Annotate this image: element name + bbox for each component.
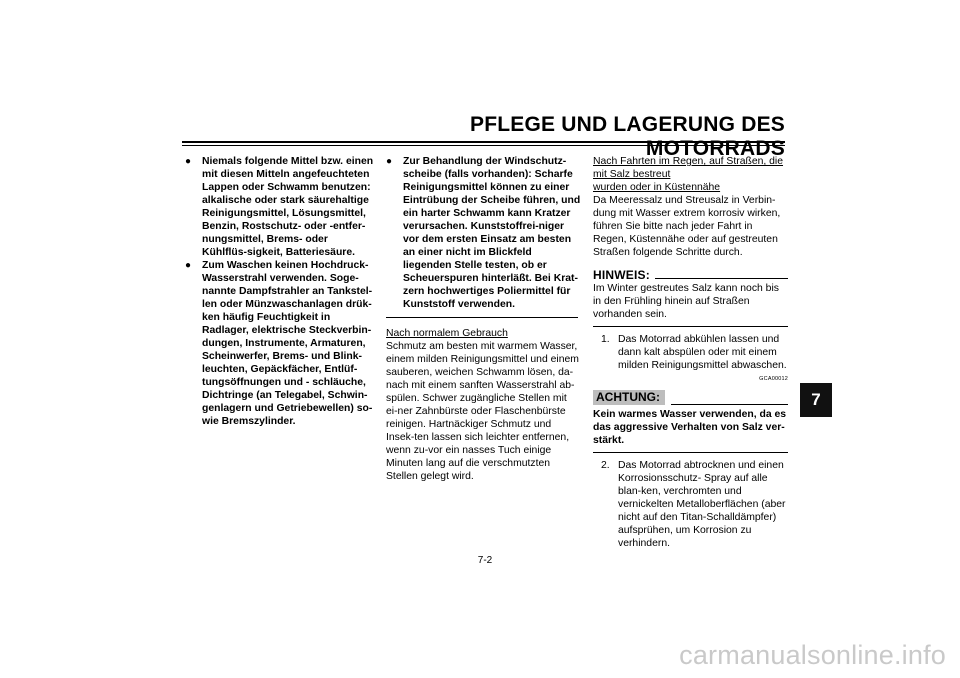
step-item xyxy=(601,333,788,372)
hinweis-label: HINWEIS: xyxy=(593,268,650,282)
section-text: Da Meeressalz und Streusalz in Verbin-dung mit Wasser extrem korrosiv wirken, führen Sie bitte nach jeder Fahrt in Regen, Küstennähe oder auf gestreuten Straßen folgende Schritte durch. xyxy=(593,195,781,258)
achtung-header xyxy=(593,390,788,405)
column-3 xyxy=(593,155,788,550)
bullet-item xyxy=(185,259,375,428)
watermark: carmanualsonline.info xyxy=(679,640,946,670)
column-2 xyxy=(386,155,581,483)
achtung-text: Kein warmes Wasser verwenden, da es das aggressive Verhalten von Salz ver-stärkt. xyxy=(593,409,787,446)
section-text: Schmutz am besten mit warmem Wasser, einem milden Reinigungsmittel und einem sauberen, weichen Schwamm lösen, da-nach mit einem sanften Wasserstrahl ab-spülen. Schwer zugängliche Stellen mit ei-ner Zahnbürste oder Flaschenbürste reinigen. Hartnäckiger Schmutz und Insek-ten lassen sich leichter entfernen, wenn zu-vor ein nasses Tuch einige Minuten lang auf die verschmutzten Stellen gelegt wird. xyxy=(386,341,579,482)
column-1 xyxy=(185,155,375,428)
step-number: 1. xyxy=(601,334,610,345)
header-rule xyxy=(182,141,785,143)
bullet-item xyxy=(185,155,375,259)
section-heading: Nach normalem Gebrauch xyxy=(386,328,508,339)
achtung-label: ACHTUNG: xyxy=(593,390,665,405)
hinweis-end-rule xyxy=(593,326,788,327)
hinweis-header xyxy=(593,269,788,282)
hinweis-rule xyxy=(655,278,788,279)
chapter-tab: 7 xyxy=(800,383,832,417)
step-item xyxy=(601,459,788,550)
section-heading-cont: wurden oder in Küstennähe xyxy=(593,182,721,193)
step-text: Das Motorrad abkühlen lassen und dann kalt abspülen oder mit einem milden Reinigungsmittel abwaschen. xyxy=(618,334,787,371)
bullet-item xyxy=(386,155,581,311)
hinweis-text: Im Winter gestreutes Salz kann noch bis in den Frühling hinein auf Straßen vorhanden sein. xyxy=(593,283,779,320)
achtung-end-rule xyxy=(593,452,788,453)
step-text: Das Motorrad abtrocknen und einen Korrosionsschutz- Spray auf alle blan-ken, verchromten und vernickelten Metalloberflächen (aber nicht auf den Titan-Schalldämpfer) aufsprühen, um Korrosion zu verhindern. xyxy=(618,460,786,549)
step-number: 2. xyxy=(601,460,610,471)
bullet-dot-icon: ● xyxy=(185,156,192,167)
page-number: 7-2 xyxy=(477,555,493,566)
bullet-text: Niemals folgende Mittel bzw. einen mit diesen Mitteln angefeuchteten Lappen oder Schwamm benutzen: alkalische oder stark säurehaltige Reinigungsmittel, Lösungsmittel, Benzin, Rostschutz- oder -entfer-nungsmittel, Brems- oder Kühlflüs-sigkeit, Batteriesäure. xyxy=(202,156,374,258)
bullet-dot-icon: ● xyxy=(386,156,393,167)
header-rule-thin xyxy=(182,145,785,146)
page-title: PFLEGE UND LAGERUNG DES MOTORRADS xyxy=(470,113,785,160)
bullet-text: Zur Behandlung der Windschutz-scheibe (falls vorhanden): Scharfe Reinigungsmittel können zu einer Eintrübung der Scheibe führen, und ein harter Schwamm kann Kratzer verursachen. Kunststoffrei-niger vor dem ersten Einsatz am besten an einer nicht im Blickfeld liegenden Stelle testen, ob er Scheuerspuren hinterläßt. Bei Krat-zern hochwertiges Poliermittel für Kunststoff verwenden. xyxy=(403,156,581,310)
section-divider xyxy=(386,317,578,318)
bullet-dot-icon: ● xyxy=(185,260,192,271)
section-heading: Nach Fahrten im Regen, auf Straßen, die mit Salz bestreut xyxy=(593,156,784,180)
achtung-rule xyxy=(671,404,788,405)
bullet-text: Zum Waschen keinen Hochdruck-Wasserstrahl verwenden. Soge-nannte Dampfstrahler an Tankstel-len oder Münzwaschanlagen drük-ken häufig Feuchtigkeit in Radlager, elektrische Steckverbin-dungen, Instrumente, Armaturen, Scheinwerfer, Brems- und Blink-leuchten, Gepäckfächer, Entlüf-tungsöffnungen und - schläuche, Dichtringe (an Telegabel, Schwin-genlagern und Getriebewellen) so-wie Bremszylinder. xyxy=(202,260,373,427)
reference-code: GCA00012 xyxy=(759,376,788,382)
